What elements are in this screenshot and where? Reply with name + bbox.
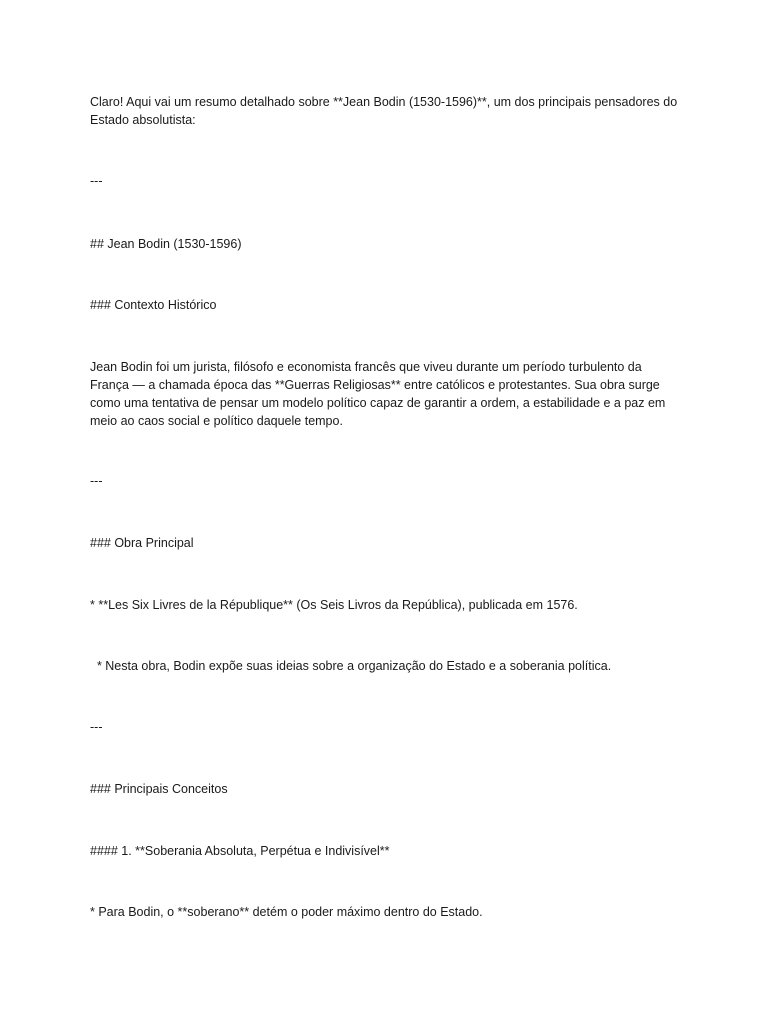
separator: --- <box>90 474 103 488</box>
intro-paragraph: Claro! Aqui vai um resumo detalhado sobre **Jean Bodin (1530-1596)**, um dos principais pensadores do Estado absolutista: <box>90 95 678 127</box>
heading-concepts: ### Principais Conceitos <box>90 782 228 796</box>
heading-context: ### Contexto Histórico <box>90 298 217 312</box>
bullet-sovereign: * Para Bodin, o **soberano** detém o poder máximo dentro do Estado. <box>90 905 483 919</box>
separator: --- <box>90 174 103 188</box>
bullet-work: * **Les Six Livres de la République** (Os Seis Livros da República), publicada em 1576. <box>90 598 578 612</box>
sub-bullet-work: * Nesta obra, Bodin expõe suas ideias sobre a organização do Estado e a soberania política. <box>90 659 612 673</box>
heading-main: ## Jean Bodin (1530-1596) <box>90 237 242 251</box>
heading-work: ### Obra Principal <box>90 536 194 550</box>
paragraph-context: Jean Bodin foi um jurista, filósofo e economista francês que viveu durante um período turbulento da França — a chamada época das **Guerras Religiosas** entre católicos e protestantes. Sua obra surge como uma tentativa de pensar um modelo político capaz de garantir a ordem, a estabilidade e a paz em meio ao caos social e político daquele tempo. <box>90 360 666 428</box>
separator: --- <box>90 720 103 734</box>
heading-concept-1: #### 1. **Soberania Absoluta, Perpétua e Indivisível** <box>90 844 390 858</box>
